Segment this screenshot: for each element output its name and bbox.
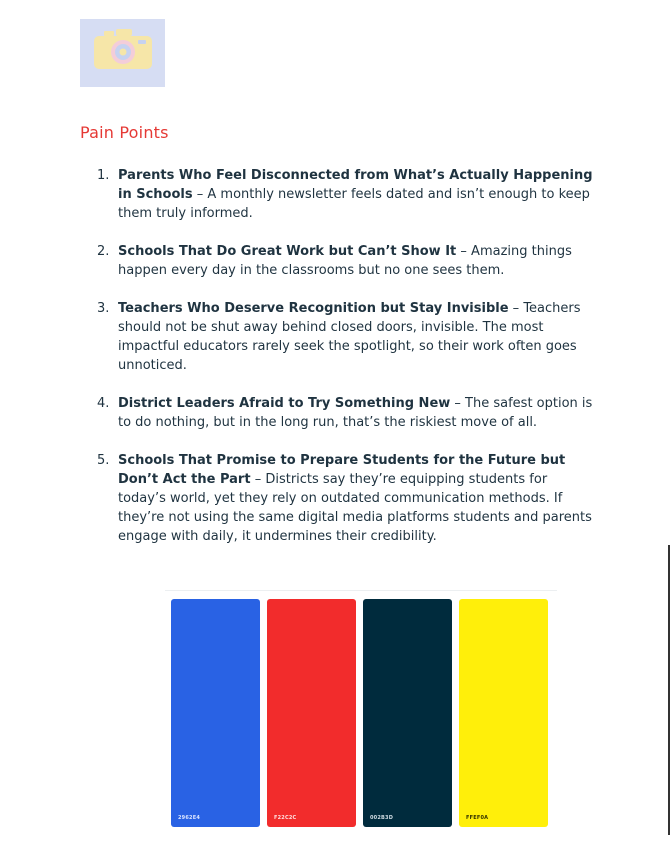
pain-point-item bbox=[97, 242, 597, 280]
separator: – bbox=[450, 396, 466, 411]
swatch-hex-label: 002B3D bbox=[370, 815, 394, 821]
swatch-hex-label: FFEF0A bbox=[466, 815, 489, 821]
pain-point-item bbox=[97, 394, 597, 432]
camera-icon bbox=[80, 19, 165, 87]
pain-point-item bbox=[97, 166, 597, 223]
color-swatch bbox=[459, 599, 548, 827]
color-swatch bbox=[171, 599, 260, 827]
separator: – bbox=[250, 472, 266, 487]
pain-point-description: A monthly newsletter feels dated and isn’t enough to keep them truly informed. bbox=[118, 187, 590, 221]
color-swatch bbox=[363, 599, 452, 827]
color-swatch bbox=[267, 599, 356, 827]
page-heading: Pain Points bbox=[80, 123, 169, 142]
pain-point-description: The safest option is to do nothing, but in the long run, that’s the riskiest move of all. bbox=[118, 396, 593, 430]
separator: – bbox=[508, 301, 524, 316]
pain-point-title: Parents Who Feel Disconnected from What’s Actually Happening in Schools bbox=[118, 168, 593, 202]
list-number: 4. bbox=[97, 396, 110, 411]
pain-point-description: Amazing things happen every day in the classrooms but no one sees them. bbox=[118, 244, 572, 278]
pain-point-item bbox=[97, 451, 597, 546]
separator: – bbox=[456, 244, 472, 259]
pain-point-title: District Leaders Afraid to Try Something New bbox=[118, 396, 451, 411]
pain-point-title: Teachers Who Deserve Recognition but Stay Invisible bbox=[118, 301, 509, 316]
separator: – bbox=[192, 187, 208, 202]
pain-point-title: Schools That Promise to Prepare Students for the Future but Don’t Act the Part bbox=[118, 453, 566, 487]
color-palette bbox=[165, 590, 557, 833]
list-number: 3. bbox=[97, 301, 110, 316]
logo bbox=[80, 19, 165, 87]
pain-point-title: Schools That Do Great Work but Can’t Show It bbox=[118, 244, 457, 259]
swatch-hex-label: 2962E4 bbox=[178, 815, 201, 821]
pain-point-item bbox=[97, 299, 597, 375]
list-number: 2. bbox=[97, 244, 110, 259]
list-number: 1. bbox=[97, 168, 110, 183]
pain-point-description: Teachers should not be shut away behind closed doors, invisible. The most impactful educators rarely seek the spotlight, so their work often goes unnoticed. bbox=[118, 301, 581, 373]
pain-points-list bbox=[97, 166, 597, 565]
pain-point-description: Districts say they’re equipping students for today’s world, yet they rely on outdated communication methods. If they’re not using the same digital media platforms students and parents engage with daily, it undermines their credibility. bbox=[118, 472, 592, 544]
list-number: 5. bbox=[97, 453, 110, 468]
swatch-hex-label: F22C2C bbox=[274, 815, 297, 821]
